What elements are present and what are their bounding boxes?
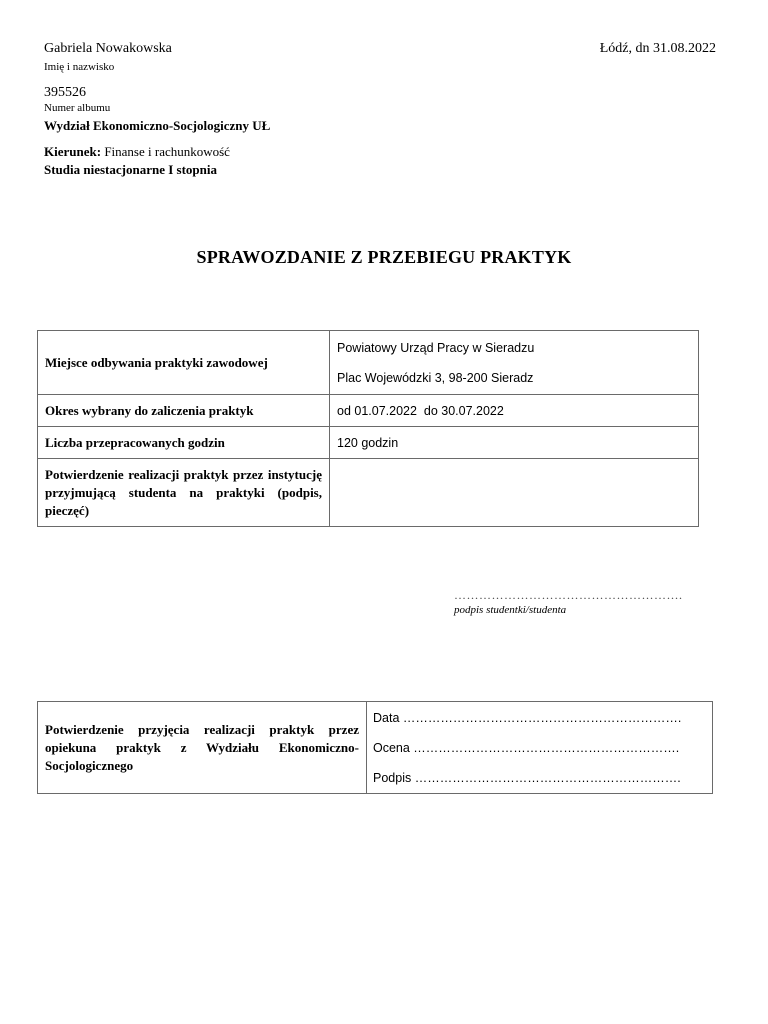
period-value: od 01.07.2022 do 30.07.2022 [330, 395, 699, 427]
internship-table [37, 330, 699, 527]
place-name: Powiatowy Urząd Pracy w Sieradzu [337, 340, 535, 355]
signature-label: podpis studentki/studenta [454, 604, 567, 616]
table-row [38, 331, 699, 395]
sign-line: Podpis ………………………………………………………. [373, 770, 681, 785]
table-row [38, 395, 699, 427]
place-and-date: Łódź, dn 31.08.2022 [599, 41, 716, 56]
place-label: Miejsce odbywania praktyki zawodowej [38, 331, 330, 395]
period-label: Okres wybrany do zaliczenia praktyk [38, 395, 330, 427]
table-row [38, 459, 699, 527]
student-name: Gabriela Nowakowska [44, 41, 172, 56]
confirm-label: Potwierdzenie realizacji praktyk przez instytucję przyjmującą studenta na praktyki (podpis, pieczęć) [38, 459, 330, 527]
field-value: Finanse i rachunkowość [104, 144, 230, 159]
supervisor-label: Potwierdzenie przyjęcia realizacji praktyk przez opiekuna praktyk z Wydziału Ekonomiczno-Socjologicznego [38, 702, 367, 794]
supervisor-table [37, 701, 713, 794]
supervisor-fields [367, 702, 713, 794]
album-number: 395526 [44, 85, 86, 100]
hours-label: Liczba przepracowanych godzin [38, 427, 330, 459]
place-address: Plac Wojewódzki 3, 98-200 Sieradz [337, 370, 534, 385]
faculty: Wydział Ekonomiczno-Socjologiczny UŁ [44, 118, 271, 133]
table-row [38, 427, 699, 459]
field-label: Kierunek: [44, 144, 102, 159]
name-label: Imię i nazwisko [44, 61, 115, 73]
grade-line: Ocena ………………………………………………………. [373, 740, 680, 755]
confirm-value [330, 459, 699, 527]
album-label: Numer albumu [44, 102, 111, 114]
studies-type: Studia niestacjonarne I stopnia [44, 162, 217, 177]
date-line: Data …………………………………………………………. [373, 710, 682, 725]
place-cell [330, 331, 699, 395]
signature-dots: ………………………………………………. [454, 588, 683, 602]
table-row [38, 702, 713, 794]
page-title: SPRAWOZDANIE Z PRZEBIEGU PRAKTYK [196, 247, 572, 267]
field-of-study [44, 144, 230, 160]
hours-value: 120 godzin [330, 427, 699, 459]
